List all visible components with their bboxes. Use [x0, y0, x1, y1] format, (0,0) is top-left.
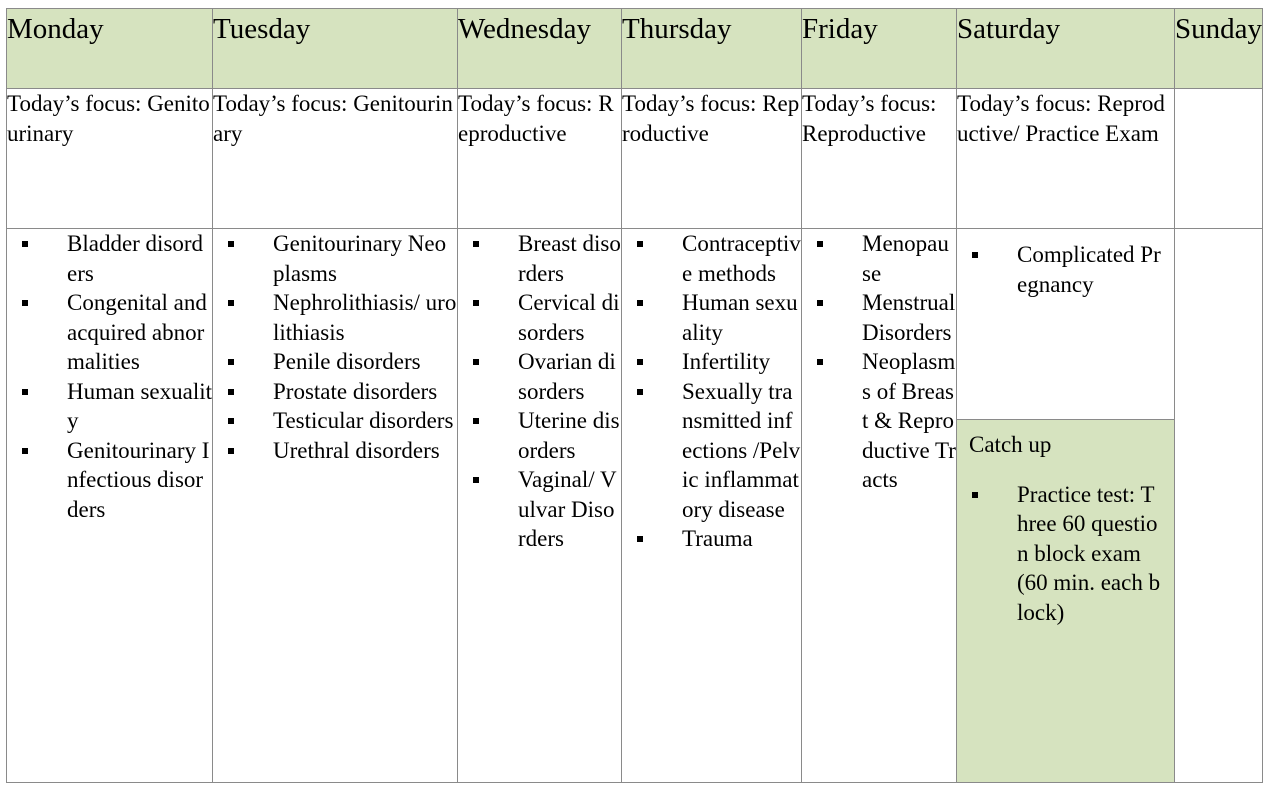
list-item: [213, 229, 457, 288]
day-header-sunday: Sunday: [1175, 9, 1263, 89]
list-item: [7, 436, 212, 525]
focus-row: [7, 89, 1263, 229]
day-header-thursday: Thursday: [622, 9, 802, 89]
focus-wednesday: Today’s focus: Reproductive: [458, 89, 622, 229]
day-header-saturday: Saturday: [957, 9, 1175, 89]
square-bullet-icon: [228, 300, 234, 306]
topics-thursday: [622, 229, 802, 783]
list-item-text: Prostate disorders: [273, 378, 438, 404]
weekly-schedule-table: [6, 8, 1263, 783]
list-item: [802, 229, 956, 288]
topic-list: [213, 229, 457, 465]
list-item: [7, 288, 212, 377]
square-bullet-icon: [817, 241, 823, 247]
square-bullet-icon: [473, 418, 479, 424]
list-item: [622, 288, 801, 347]
topics-sunday: [1175, 229, 1263, 783]
list-item: [458, 347, 621, 406]
list-item: [802, 288, 956, 347]
list-item: [622, 347, 801, 377]
list-item: [622, 377, 801, 525]
day-header-monday: Monday: [7, 9, 213, 89]
square-bullet-icon: [637, 389, 643, 395]
list-item-text: Human sexuality: [682, 290, 798, 345]
list-item-text: Menstrual Disorders: [862, 290, 956, 345]
list-item: [213, 436, 457, 466]
square-bullet-icon: [228, 418, 234, 424]
day-header-row: [7, 9, 1263, 89]
list-item-text: Human sexuality: [67, 378, 212, 433]
square-bullet-icon: [972, 252, 978, 258]
day-header-wednesday: Wednesday: [458, 9, 622, 89]
list-item: [213, 406, 457, 436]
list-item-text: Vaginal/ Vulvar Disorders: [518, 467, 617, 551]
day-header-tuesday: Tuesday: [213, 9, 458, 89]
square-bullet-icon: [637, 300, 643, 306]
topic-list: [957, 240, 1162, 299]
topic-list: [622, 229, 801, 554]
focus-friday: Today’s focus: Reproductive: [802, 89, 957, 229]
list-item-text: Cervical disorders: [518, 290, 620, 345]
list-item-text: Neoplasms of Breast & Reproductive Tracts: [862, 349, 956, 492]
list-item: [957, 240, 1162, 299]
square-bullet-icon: [228, 359, 234, 365]
day-header-friday: Friday: [802, 9, 957, 89]
list-item-text: Congenital and acquired abnormalities: [67, 290, 207, 374]
list-item: [622, 524, 801, 554]
topic-list: [458, 229, 621, 554]
topic-list: [7, 229, 212, 524]
square-bullet-icon: [817, 359, 823, 365]
catch-up-section: [957, 419, 1174, 782]
list-item-text: Sexually transmitted infections /Pelvic inflammatory disease: [682, 378, 801, 522]
list-item: [622, 229, 801, 288]
list-item: [213, 377, 457, 407]
topics-monday: [7, 229, 213, 783]
square-bullet-icon: [473, 300, 479, 306]
list-item-text: Ovarian disorders: [518, 349, 616, 404]
list-item-text: Genitourinary Infectious disorders: [67, 437, 210, 522]
list-item-text: Trauma: [682, 526, 753, 551]
topics-wednesday: [458, 229, 622, 783]
square-bullet-icon: [22, 300, 28, 306]
square-bullet-icon: [473, 241, 479, 247]
catch-up-title: Catch up: [969, 432, 1052, 457]
list-item-text: Complicated Pregnancy: [1017, 242, 1161, 297]
topics-friday: [802, 229, 957, 783]
square-bullet-icon: [22, 241, 28, 247]
list-item: [458, 229, 621, 288]
topics-row: [7, 229, 1263, 783]
square-bullet-icon: [228, 448, 234, 454]
list-item-text: Bladder disorders: [67, 231, 204, 286]
focus-thursday: Today’s focus: Reproductive: [622, 89, 802, 229]
list-item-text: Practice test: Three 60 question block exam (60 min. each block): [1017, 481, 1161, 625]
topics-tuesday: [213, 229, 458, 783]
list-item-text: Nephrolithiasis/ urolithiasis: [273, 290, 457, 345]
focus-tuesday: Today’s focus: Genitourinary: [213, 89, 458, 229]
list-item: [7, 229, 212, 288]
list-item: [213, 347, 457, 377]
list-item: [213, 288, 457, 347]
list-item-text: Testicular disorders: [273, 408, 454, 433]
focus-monday: Today’s focus: Genitourinary: [7, 89, 213, 229]
list-item-text: Genitourinary Neoplasms: [273, 231, 447, 286]
square-bullet-icon: [22, 448, 28, 454]
catch-up-list: [957, 480, 1162, 628]
square-bullet-icon: [637, 536, 643, 542]
square-bullet-icon: [473, 359, 479, 365]
square-bullet-icon: [972, 492, 978, 498]
list-item-text: Uterine disorders: [518, 408, 620, 463]
square-bullet-icon: [817, 300, 823, 306]
list-item: [957, 480, 1162, 628]
topic-list: [802, 229, 956, 495]
focus-saturday: Today’s focus: Reproductive/ Practice Exam: [957, 89, 1175, 229]
square-bullet-icon: [637, 359, 643, 365]
list-item-text: Menopause: [862, 231, 949, 286]
square-bullet-icon: [22, 389, 28, 395]
square-bullet-icon: [473, 477, 479, 483]
topics-saturday: [957, 229, 1175, 783]
list-item: [802, 347, 956, 495]
list-item-text: Infertility: [682, 349, 771, 374]
saturday-topics: [957, 229, 1174, 419]
list-item: [7, 377, 212, 436]
list-item: [458, 288, 621, 347]
list-item: [458, 465, 621, 554]
list-item-text: Penile disorders: [273, 349, 421, 374]
list-item: [458, 406, 621, 465]
list-item-text: Urethral disorders: [273, 437, 440, 463]
square-bullet-icon: [228, 389, 234, 395]
list-item-text: Breast disorders: [518, 231, 621, 286]
square-bullet-icon: [228, 241, 234, 247]
list-item-text: Contraceptive methods: [682, 231, 801, 286]
focus-sunday: [1175, 89, 1263, 229]
square-bullet-icon: [637, 241, 643, 247]
